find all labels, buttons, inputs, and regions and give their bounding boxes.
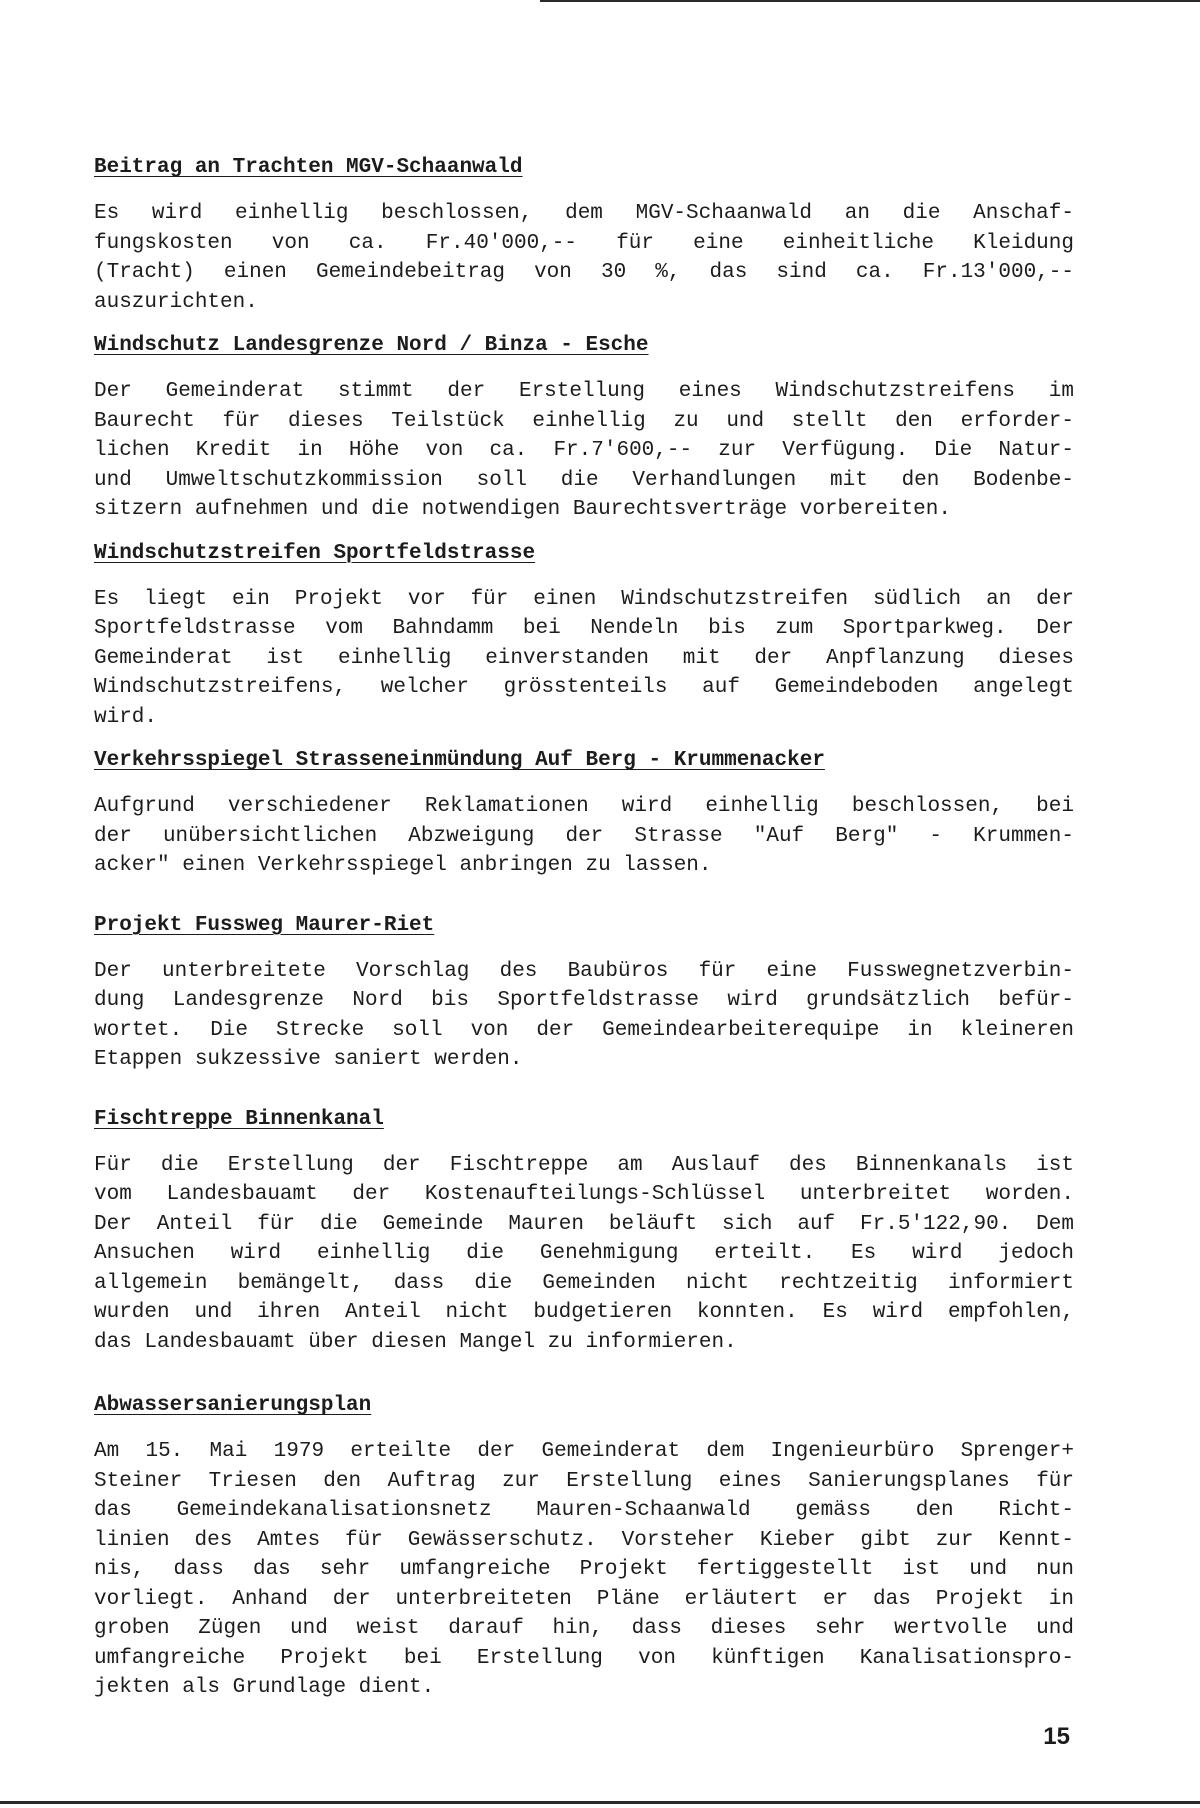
section-paragraph: Am 15. Mai 1979 erteilte der Gemeinderat dem Ingenieurbüro Sprenger+ Steiner Triesen den Auftrag zur Erstellung eines Sanierungsplanes für das Gemeindekanalisationsnetz Mauren-Schaanwald gemäss den Richt- linien des Amtes für Gewässerschutz. Vorsteher Kieber gibt zur Kennt- nis, dass das sehr umfangreiche Projekt fertiggestellt ist und nun vorliegt. Anhand der unterbreiteten Pläne erläutert er das Projekt in groben Zügen und weist darauf hin, dass dieses sehr wertvolle und umfangreiche Projekt bei Erstellung von künftigen Kanalisationspro- jekten als Grundlage dient.	[94, 1440, 1074, 1699]
bottom-border-rule	[0, 1801, 1200, 1804]
section-heading: Windschutz Landesgrenze Nord / Binza - Esche	[94, 334, 649, 357]
section-paragraph: Der unterbreitete Vorschlag des Baubüros für eine Fusswegnetzverbin- dung Landesgrenze Nord bis Sportfeldstrasse wird grundsätzlich befür- wortet. Die Strecke soll von der Gemeindearbeiterequipe in kleineren Etappen sukzessive saniert werden.	[94, 959, 1074, 1071]
section-heading: Windschutzstreifen Sportfeldstrasse	[94, 541, 536, 565]
section-abwasser	[94, 1391, 1074, 1703]
section-paragraph: Für die Erstellung der Fischtreppe am Auslauf des Binnenkanals ist vom Landesbauamt der Kostenaufteilungs-Schlüssel unterbreitet worden. Der Anteil für die Gemeinde Mauren beläuft sich auf Fr.5'122,90. Dem Ansuchen wird einhellig die Genehmigung erteilt. Es wird jedoch allgemein bemängelt, dass die Gemeinden nicht rechtzeitig informiert wurden und ihren Anteil nicht budgetieren konnten. Es wird empfohlen, das Landesbauamt über diesen Mangel zu informieren.	[94, 1153, 1074, 1354]
section-paragraph: Es liegt ein Projekt vor für einen Windschutzstreifen südlich an der Sportfeldstrasse vom Bahndamm bei Nendeln bis zum Sportparkweg. Der Gemeinderat ist einhellig einverstanden mit der Anpflanzung dieses Windschutzstreifens, welcher grösstenteils auf Gemeindeboden angelegt wird.	[94, 587, 1074, 729]
section-paragraph: Es wird einhellig beschlossen, dem MGV-Schaanwald an die Anschaf- fungskosten von ca. Fr.40'000,-- für eine einheitliche Kleidung (Tracht) einen Gemeindebeitrag von 30 %, das sind ca. Fr.13'000,-- auszurichten.	[94, 202, 1074, 314]
section-heading: Fischtreppe Binnenkanal	[94, 1107, 384, 1131]
section-trachten	[94, 153, 1074, 317]
section-paragraph: Aufgrund verschiedener Reklamationen wird einhellig beschlossen, bei der unübersichtlichen Abzweigung der Strasse "Auf Berg" - Krummen- acker" einen Verkehrsspiegel anbringen zu lassen.	[94, 795, 1074, 877]
section-verkehrsspiegel	[94, 746, 1074, 881]
section-paragraph: Der Gemeinderat stimmt der Erstellung eines Windschutzstreifens im Baurecht für dieses Teilstück einhellig zu und stellt den erforder- lichen Kredit in Höhe von ca. Fr.7'600,-- zur Verfügung. Die Natur- und Umweltschutzkommission soll die Verhandlungen mit den Bodenbe- sitzern aufnehmen und die notwendigen Baurechtsverträge vorbereiten.	[94, 380, 1074, 521]
page-number: 15	[1043, 1723, 1070, 1750]
section-heading: Beitrag an Trachten MGV-Schaanwald	[94, 156, 523, 179]
section-heading: Projekt Fussweg Maurer-Riet	[94, 913, 435, 937]
section-windschutz-nord	[94, 331, 1074, 525]
section-fussweg	[94, 911, 1074, 1075]
section-windschutz-sportfeld	[94, 539, 1074, 733]
section-heading: Verkehrsspiegel Strasseneinmündung Auf Berg - Krummenacker	[94, 749, 825, 772]
top-border-rule	[540, 0, 1200, 2]
section-heading: Abwassersanierungsplan	[94, 1394, 372, 1417]
document-page	[94, 153, 1074, 1703]
section-fischtreppe	[94, 1105, 1074, 1358]
